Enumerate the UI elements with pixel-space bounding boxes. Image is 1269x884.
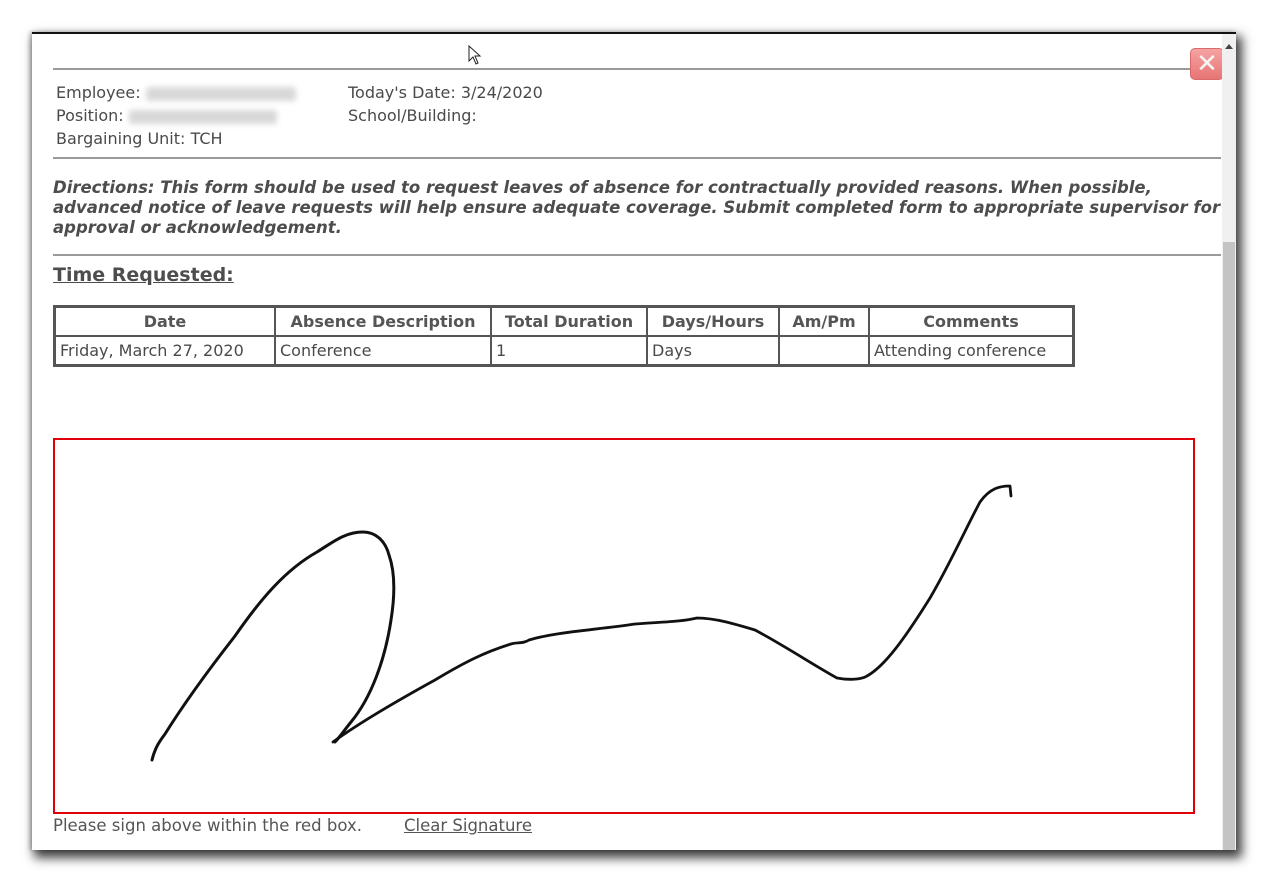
dialog-content bbox=[32, 34, 1222, 850]
col-am-pm: Am/Pm bbox=[779, 307, 869, 336]
cell-absence-description: Conference bbox=[275, 336, 491, 365]
bargaining-unit: Bargaining Unit: TCH bbox=[56, 129, 223, 148]
clear-signature-link[interactable]: Clear Signature bbox=[404, 816, 532, 835]
divider-directions bbox=[53, 254, 1221, 256]
signature-stroke bbox=[55, 440, 1197, 816]
time-requested-title: Time Requested: bbox=[53, 264, 234, 286]
close-icon: ✕ bbox=[1196, 49, 1218, 79]
employee-row bbox=[56, 81, 296, 104]
mouse-cursor-icon bbox=[468, 45, 482, 67]
directions-text: Directions: This form should be used to request leaves of absence for contractually provided reasons. When possible, advanced notice of leave requests will help ensure adequate coverage. Submit completed form to appropriate supervisor for approval or acknowledgement. bbox=[53, 178, 1221, 237]
employee-name-redacted bbox=[146, 87, 296, 101]
col-comments: Comments bbox=[869, 307, 1073, 336]
col-total-duration: Total Duration bbox=[491, 307, 647, 336]
table-row bbox=[55, 336, 1073, 365]
signature-instruction: Please sign above within the red box. bbox=[53, 816, 362, 835]
col-absence-description: Absence Description bbox=[275, 307, 491, 336]
position-label: Position: bbox=[56, 106, 124, 125]
date-info bbox=[348, 81, 543, 127]
position-row bbox=[56, 104, 296, 127]
cell-total-duration: 1 bbox=[491, 336, 647, 365]
cell-comments: Attending conference bbox=[869, 336, 1073, 365]
col-days-hours: Days/Hours bbox=[647, 307, 779, 336]
scrollbar-thumb[interactable] bbox=[1223, 242, 1235, 850]
table-header-row bbox=[55, 307, 1073, 336]
cell-am-pm bbox=[779, 336, 869, 365]
time-requested-table bbox=[53, 305, 1075, 367]
scroll-up-arrow-icon[interactable] bbox=[1225, 44, 1233, 49]
position-value-redacted bbox=[129, 110, 277, 124]
employee-info bbox=[56, 81, 296, 150]
school-building: School/Building: bbox=[348, 106, 477, 125]
cell-date: Friday, March 27, 2020 bbox=[55, 336, 275, 365]
leave-request-dialog bbox=[32, 32, 1236, 850]
divider-header bbox=[53, 157, 1221, 159]
close-button[interactable] bbox=[1190, 48, 1224, 80]
divider-top bbox=[53, 68, 1221, 70]
col-date: Date bbox=[55, 307, 275, 336]
employee-label: Employee: bbox=[56, 83, 141, 102]
todays-date: Today's Date: 3/24/2020 bbox=[348, 83, 543, 102]
signature-pad[interactable] bbox=[53, 438, 1195, 814]
cell-days-hours: Days bbox=[647, 336, 779, 365]
vertical-scrollbar[interactable] bbox=[1222, 34, 1236, 850]
